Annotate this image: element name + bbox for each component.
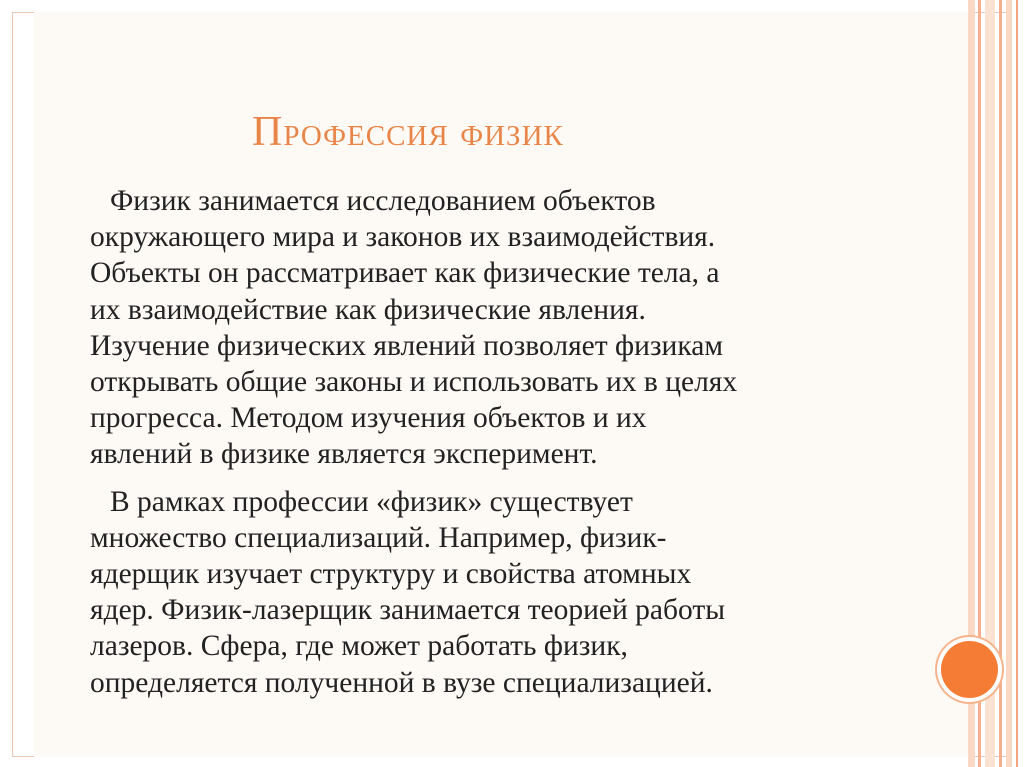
stripe [1006,0,1012,767]
text-line: окружающего мира и законов их взаимодействия. [90,221,716,254]
text-line: лазеров. Сфера, где может работать физик, [90,630,628,663]
slide-body [90,183,890,701]
text-line: Изучение физических явлений позволяет физикам [90,329,723,362]
stripe [1016,0,1018,767]
stripe [999,0,1002,767]
text-line: их взаимодействие как физические явления. [90,293,646,326]
text-line: множество специализаций. Например, физик- [90,521,667,554]
text-line: определяется полученной в вузе специализацией. [90,666,713,699]
slide-title: Профессия физик [252,109,564,155]
orange-circle-decoration [941,641,998,698]
text-line: прогресса. Методом изучения объектов и их [90,402,647,435]
text-line: явлений в физике является эксперимент. [90,438,598,471]
text-line: Физик занимается исследованием объектов [110,185,656,217]
text-line: открывать общие законы и использовать их в целях [90,366,738,399]
text-line: ядерщик изучает структуру и свойства атомных [90,558,692,591]
text-line: ядер. Физик-лазерщик занимается теорией работы [90,594,726,627]
text-line: В рамках профессии «физик» существует [110,485,633,518]
paragraph-1 [90,183,890,473]
paragraph-2 [90,484,890,701]
text-line: Объекты он рассматривает как физические тела, а [90,257,720,290]
